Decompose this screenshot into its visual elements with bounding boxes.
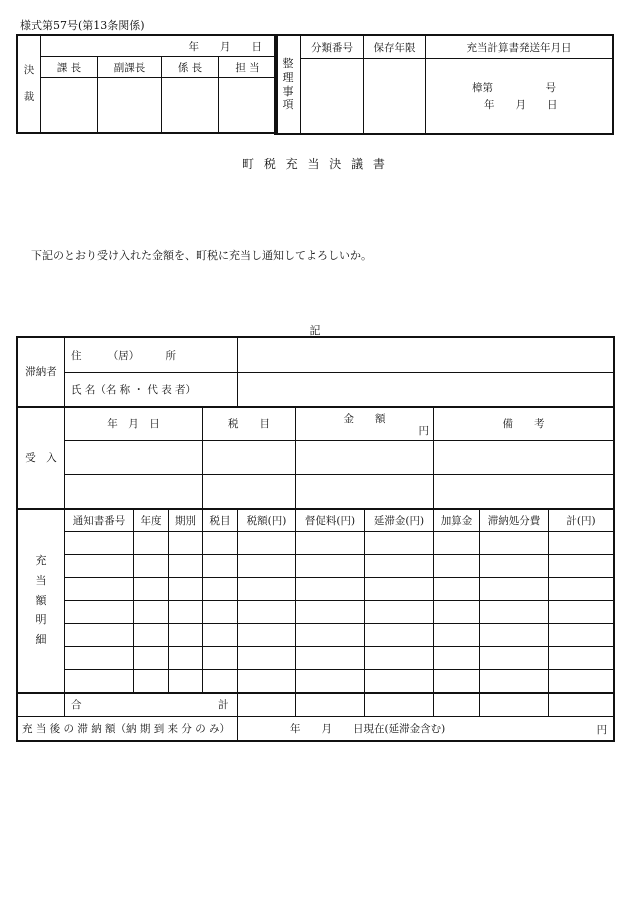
kessai-label: 決 裁 — [18, 36, 41, 133]
detail-cell[interactable] — [134, 578, 169, 601]
total-cell[interactable] — [549, 693, 614, 717]
total-cell[interactable] — [434, 693, 480, 717]
receipt-header: 受 入 — [18, 407, 65, 509]
detail-col-surcharge: 加算金 — [434, 509, 480, 532]
detail-cell[interactable] — [169, 578, 203, 601]
detail-cell[interactable] — [65, 670, 134, 693]
seal-box-tanto[interactable] — [219, 78, 277, 133]
send-date-value[interactable] — [426, 59, 613, 134]
seal-box-kakaricho[interactable] — [162, 78, 219, 133]
seiri-jiko-table — [275, 35, 613, 134]
detail-cell[interactable] — [365, 555, 434, 578]
balance-label: 充 当 後 の 滞 納 額（納 期 到 来 分 の み） — [18, 717, 238, 741]
detail-cell[interactable] — [203, 578, 238, 601]
form-number: 様式第57号(第13条関係) — [20, 19, 145, 32]
detail-cell[interactable] — [238, 647, 296, 670]
doc-date-label: 年 月 日 — [484, 99, 558, 111]
detail-cell[interactable] — [65, 578, 134, 601]
detail-cell[interactable] — [203, 624, 238, 647]
total-cell[interactable] — [480, 693, 549, 717]
total-row-spacer — [18, 693, 65, 717]
detail-cell[interactable] — [549, 647, 614, 670]
balance-yen-unit: 円 — [596, 724, 608, 736]
receipt-cell[interactable] — [434, 441, 614, 475]
detail-cell[interactable] — [296, 670, 365, 693]
detail-col-period: 期別 — [169, 509, 203, 532]
receipt-col-tax: 税 目 — [203, 407, 296, 441]
detail-cell[interactable] — [549, 555, 614, 578]
seiri-jiko-label: 整 理 事 項 — [276, 36, 301, 134]
detail-cell[interactable] — [549, 670, 614, 693]
retention-header: 保存年限 — [364, 36, 426, 59]
seal-box-fukukacho[interactable] — [98, 78, 162, 133]
intro-text: 下記のとおり受け入れた金額を、町税に充当し通知してよろしいか。 — [31, 249, 372, 262]
detail-cell[interactable] — [434, 578, 480, 601]
detail-cell[interactable] — [365, 647, 434, 670]
balance-value[interactable] — [238, 717, 614, 741]
approval-date[interactable]: 年 月 日 — [41, 36, 277, 57]
seal-box-kacho[interactable] — [41, 78, 98, 133]
detail-col-tax-amount: 税額(円) — [238, 509, 296, 532]
detail-cell[interactable] — [296, 601, 365, 624]
name-label: 氏 名（名 称 ・ 代 表 者） — [65, 373, 238, 407]
detail-cell[interactable] — [365, 601, 434, 624]
detail-cell[interactable] — [480, 624, 549, 647]
detail-col-tax-item: 税目 — [203, 509, 238, 532]
detail-cell[interactable] — [169, 532, 203, 555]
receipt-cell[interactable] — [65, 475, 203, 509]
detail-cell[interactable] — [134, 601, 169, 624]
receipt-cell[interactable] — [296, 475, 434, 509]
receipt-cell[interactable] — [434, 475, 614, 509]
detail-col-disposition-fee: 滞納処分費 — [480, 509, 549, 532]
receipt-col-date: 年 月 日 — [65, 407, 203, 441]
detail-cell[interactable] — [549, 601, 614, 624]
detail-cell[interactable] — [296, 532, 365, 555]
total-label: 合 計 — [65, 693, 238, 717]
detail-cell[interactable] — [238, 601, 296, 624]
receipt-col-amount: 金 額 円 — [296, 407, 434, 441]
detail-cell[interactable] — [203, 647, 238, 670]
receipt-cell[interactable] — [203, 475, 296, 509]
detail-cell[interactable] — [238, 624, 296, 647]
approval-table — [17, 35, 277, 133]
detail-cell[interactable] — [238, 670, 296, 693]
detail-col-year: 年度 — [134, 509, 169, 532]
detail-cell[interactable] — [65, 647, 134, 670]
detail-cell[interactable] — [434, 624, 480, 647]
role-kacho: 課 長 — [41, 57, 98, 78]
receipt-cell[interactable] — [65, 441, 203, 475]
detail-col-notice-no: 通知書番号 — [65, 509, 134, 532]
document-title: 町 税 充 当 決 議 書 — [242, 157, 388, 171]
address-value[interactable] — [238, 338, 614, 373]
detail-cell[interactable] — [434, 601, 480, 624]
doc-number-label: 樟第 号 — [472, 82, 556, 94]
balance-date-text: 年 月 日現在(延滞金含む) — [290, 723, 446, 735]
main-table — [17, 337, 614, 741]
detail-cell[interactable] — [203, 555, 238, 578]
detail-cell[interactable] — [434, 532, 480, 555]
detail-cell[interactable] — [169, 555, 203, 578]
detail-cell[interactable] — [434, 555, 480, 578]
detail-cell[interactable] — [65, 555, 134, 578]
detail-cell[interactable] — [65, 532, 134, 555]
total-cell[interactable] — [296, 693, 365, 717]
detail-cell[interactable] — [238, 578, 296, 601]
detail-cell[interactable] — [434, 647, 480, 670]
detail-cell[interactable] — [480, 578, 549, 601]
detail-cell[interactable] — [238, 532, 296, 555]
role-kakaricho: 係 長 — [162, 57, 219, 78]
detail-cell[interactable] — [480, 601, 549, 624]
detail-cell[interactable] — [549, 578, 614, 601]
name-value[interactable] — [238, 373, 614, 407]
classification-value[interactable] — [301, 59, 364, 134]
detail-cell[interactable] — [169, 624, 203, 647]
detail-cell[interactable] — [365, 578, 434, 601]
classification-header: 分類番号 — [301, 36, 364, 59]
detail-cell[interactable] — [480, 532, 549, 555]
detail-cell[interactable] — [203, 601, 238, 624]
receipt-cell[interactable] — [296, 441, 434, 475]
detail-cell[interactable] — [365, 532, 434, 555]
receipt-col-remarks: 備 考 — [434, 407, 614, 441]
detail-cell[interactable] — [203, 532, 238, 555]
receipt-cell[interactable] — [203, 441, 296, 475]
detail-col-total: 計(円) — [549, 509, 614, 532]
detail-cell[interactable] — [365, 624, 434, 647]
detail-cell[interactable] — [296, 555, 365, 578]
detail-cell[interactable] — [480, 670, 549, 693]
detail-cell[interactable] — [65, 624, 134, 647]
detail-header: 充 当 額 明 細 — [18, 509, 65, 693]
role-fukukacho: 副課長 — [98, 57, 162, 78]
detail-cell[interactable] — [296, 647, 365, 670]
detail-cell[interactable] — [296, 578, 365, 601]
detail-cell[interactable] — [169, 670, 203, 693]
detail-cell[interactable] — [365, 670, 434, 693]
delinquent-header: 滞納者 — [18, 338, 65, 407]
detail-cell[interactable] — [134, 647, 169, 670]
ki-label: 記 — [309, 324, 321, 337]
detail-cell[interactable] — [169, 601, 203, 624]
role-tanto: 担 当 — [219, 57, 277, 78]
detail-cell[interactable] — [480, 555, 549, 578]
detail-cell[interactable] — [134, 555, 169, 578]
address-label: 住 （居） 所 — [65, 338, 238, 373]
detail-cell[interactable] — [134, 670, 169, 693]
total-cell[interactable] — [365, 693, 434, 717]
detail-cell[interactable] — [203, 670, 238, 693]
detail-cell[interactable] — [134, 532, 169, 555]
detail-cell[interactable] — [238, 555, 296, 578]
detail-cell[interactable] — [549, 532, 614, 555]
detail-cell[interactable] — [134, 624, 169, 647]
detail-cell[interactable] — [480, 647, 549, 670]
detail-cell[interactable] — [169, 647, 203, 670]
detail-cell[interactable] — [65, 601, 134, 624]
receipt-yen-unit: 円 — [418, 425, 429, 437]
total-cell[interactable] — [238, 693, 296, 717]
detail-cell[interactable] — [296, 624, 365, 647]
detail-col-dunning-fee: 督促料(円) — [296, 509, 365, 532]
detail-cell[interactable] — [549, 624, 614, 647]
detail-col-late-fee: 延滞金(円) — [365, 509, 434, 532]
send-date-header: 充当計算書発送年月日 — [426, 36, 613, 59]
detail-cell[interactable] — [434, 670, 480, 693]
retention-value[interactable] — [364, 59, 426, 134]
